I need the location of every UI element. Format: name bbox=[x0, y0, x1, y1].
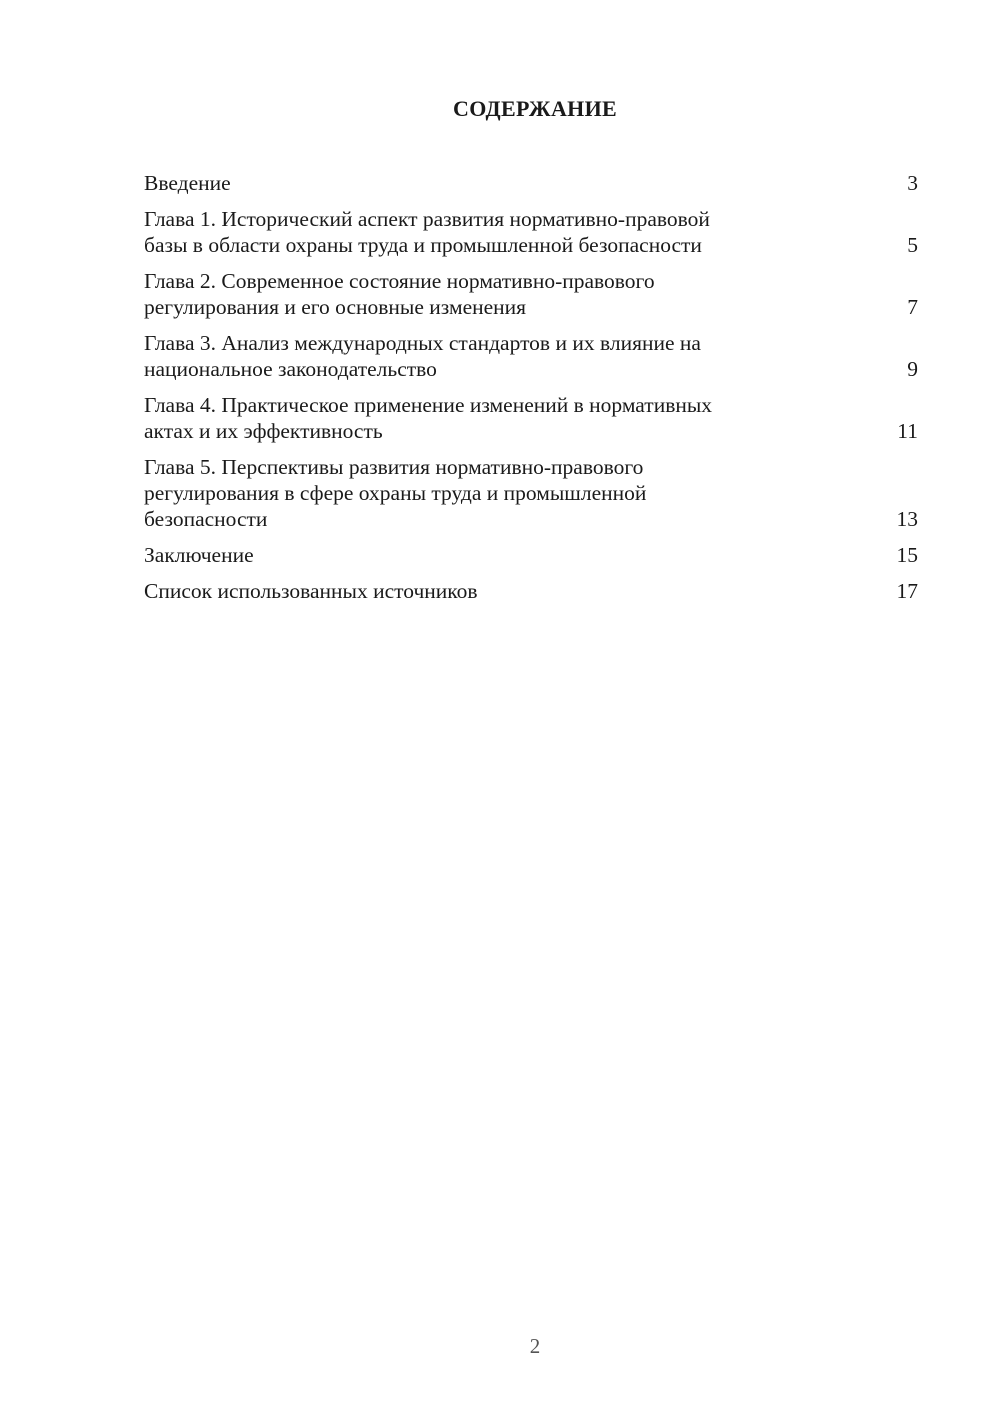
toc-entry-chapter-2 bbox=[144, 268, 918, 320]
toc-entry-text: Заключение bbox=[144, 543, 254, 567]
toc-entry-text: Список использованных источников bbox=[144, 579, 478, 603]
toc-entry-text: Глава 3. Анализ международных стандартов и их влияние на национальное законодательство bbox=[144, 331, 701, 381]
toc-entry-text: Глава 2. Современное состояние нормативно-правового регулирования и его основные изменения bbox=[144, 269, 655, 319]
toc-entry-chapter-3 bbox=[144, 330, 918, 382]
toc-entry-chapter-1 bbox=[144, 206, 918, 258]
toc-entry-page: 15 bbox=[896, 543, 918, 567]
toc-entry-page: 9 bbox=[907, 357, 918, 381]
toc-entry-page: 7 bbox=[907, 295, 918, 319]
toc-entry-page: 5 bbox=[907, 233, 918, 257]
toc-entry-page: 11 bbox=[897, 419, 918, 443]
page-number: 2 bbox=[529, 1334, 541, 1358]
toc-title: СОДЕРЖАНИЕ bbox=[453, 96, 617, 121]
toc-entry-page: 13 bbox=[896, 507, 918, 531]
toc-entry-text: Глава 4. Практическое применение изменений в нормативных актах и их эффективность bbox=[144, 393, 713, 443]
toc-entry-conclusion bbox=[144, 542, 918, 568]
toc-entry-page: 17 bbox=[896, 579, 918, 603]
toc-list bbox=[144, 170, 918, 614]
toc-entry-chapter-5 bbox=[144, 454, 918, 532]
toc-entry-references bbox=[144, 578, 918, 604]
toc-entry-text: Глава 1. Исторический аспект развития нормативно-правовой базы в области охраны труда и промышленной безопасности bbox=[144, 207, 710, 257]
toc-entry-chapter-4 bbox=[144, 392, 918, 444]
toc-entry-text: Введение bbox=[144, 171, 231, 195]
toc-entry-page: 3 bbox=[907, 171, 918, 195]
toc-entry-text: Глава 5. Перспективы развития нормативно-правового регулирования в сфере охраны труда и промышленной безопасности bbox=[144, 455, 647, 531]
toc-entry-introduction bbox=[144, 170, 918, 196]
